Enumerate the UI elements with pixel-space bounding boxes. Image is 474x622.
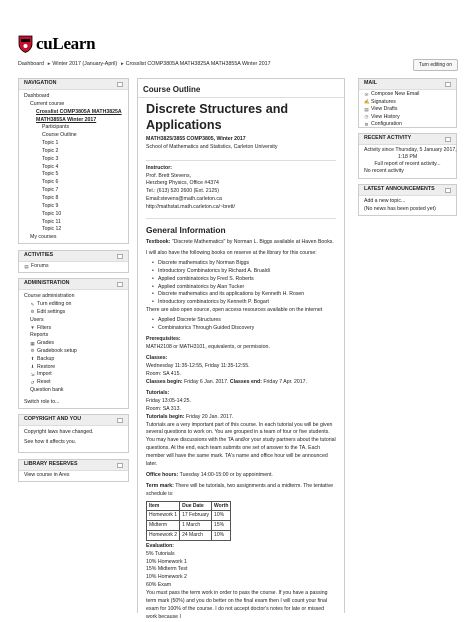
navigation-item[interactable]: Dashboard: [24, 93, 50, 99]
term-mark-line: [146, 483, 336, 499]
logo-text: cuLearn: [36, 34, 96, 53]
mail-item-label: Configuration: [371, 121, 402, 128]
divider: [146, 218, 336, 219]
navigation-item[interactable]: Topic 1: [42, 140, 59, 147]
evaluation-item: 10% Homework 1: [146, 558, 187, 565]
import-icon: ⇲: [30, 371, 35, 377]
table-header-cell: Worth: [212, 501, 231, 511]
prerequisites-label: Prerequisites:: [146, 336, 181, 343]
table-cell: Homework 1: [147, 511, 180, 521]
breadcrumb-item-course[interactable]: Crosslist COMP3805A MATH3825A MATH3855A Winter 2017: [125, 61, 271, 68]
block-header: [359, 185, 456, 196]
grades-icon: ▦: [30, 340, 35, 346]
textbook-text: "Discrete Mathematics" by Norman L. Biggs available at Haven Books.: [170, 239, 334, 246]
restore-icon: ⬇: [30, 363, 35, 369]
administration-item[interactable]: [24, 316, 123, 324]
course-outline-block: [137, 78, 345, 620]
dock-icon[interactable]: [117, 282, 123, 287]
administration-block: [18, 278, 129, 409]
block-title: MAIL: [364, 80, 377, 87]
course-codes: MATH3825/3855 COMP3805, Winter 2017: [146, 136, 246, 143]
block-header: [19, 79, 128, 90]
block-header: [359, 134, 456, 145]
evaluation-item: 5% Tutorials: [146, 550, 175, 557]
tutorials-begin-date: Friday 20 Jan. 2017.: [184, 413, 234, 420]
drafts-icon: ▤: [364, 106, 369, 112]
table-cell: 15%: [212, 521, 231, 531]
mail-item[interactable]: [364, 121, 451, 129]
dock-icon[interactable]: [117, 254, 123, 259]
navigation-item[interactable]: My courses: [30, 234, 57, 241]
announcements-body: [359, 196, 456, 216]
tutorials-room: Room: SA 313.: [146, 405, 181, 412]
term-mark-label: Term mark:: [146, 482, 174, 489]
table-cell: 10%: [212, 511, 231, 521]
page-title: Discrete Structures and Applications: [146, 102, 289, 132]
instructor-line[interactable]: Email:stevens@math.carleton.ca: [146, 196, 222, 203]
block-title: COPYRIGHT AND YOU: [24, 416, 82, 423]
tutorials-label: Tutorials:: [146, 389, 170, 396]
administration-item-label: Reports: [30, 332, 49, 339]
dock-icon[interactable]: [445, 82, 451, 87]
turn-editing-on-button[interactable]: Turn editing on: [413, 59, 458, 71]
evaluation-item: 10% Homework 2: [146, 574, 187, 581]
activity-since-time: 1:18 PM: [397, 154, 418, 161]
no-news-text: (No news has been posted yet): [364, 206, 436, 212]
instructor-line: Herzberg Physics, Office #4374: [146, 180, 219, 187]
oer-link[interactable]: • Applied Discrete Structures: [158, 317, 336, 325]
backup-icon: ⬆: [30, 356, 35, 362]
navigation-item[interactable]: Crosslist COMP3805A MATH3825A: [36, 108, 122, 115]
administration-item[interactable]: [24, 398, 123, 406]
dock-icon[interactable]: [445, 137, 451, 142]
office-hours-text: Tuesday 14:00-15:00 or by appointment.: [178, 471, 273, 478]
term-mark-text: There will be tutorials, two assignments and a midterm. The tentative schedule is:: [146, 482, 334, 497]
full-report-link[interactable]: Full report of recent activity...: [374, 161, 441, 168]
administration-item[interactable]: [24, 324, 123, 332]
copyright-text: Copyright laws have changed.: [24, 429, 94, 435]
copyright-body: [19, 426, 128, 449]
classes-label: Classes:: [146, 355, 168, 362]
general-information-heading: General Information: [146, 225, 226, 236]
mail-item[interactable]: [364, 114, 451, 122]
navigation-item[interactable]: Course Outline: [42, 132, 77, 139]
table-header-cell: Due Date: [180, 501, 212, 511]
navigation-item[interactable]: Topic 8: [42, 194, 59, 201]
oer-list: [146, 317, 336, 333]
copyright-link[interactable]: See how it affects you.: [24, 439, 77, 445]
administration-item[interactable]: [24, 293, 123, 301]
administration-item-label: Backup: [37, 355, 55, 362]
navigation-item[interactable]: Topic 6: [42, 179, 59, 186]
classes-dates: [146, 379, 336, 387]
block-title: ACTIVITIES: [24, 252, 54, 259]
breadcrumb-item-term[interactable]: Winter 2017 (January-April): [52, 61, 118, 68]
final-text: You must pass the term work in order to pass the course. If you have a passing term mark (50%) and you do better on the final exam then I will count your final exam for 100% of the course. I do not accept doctor's notes for late or missed work because I: [146, 590, 328, 620]
compose-icon: ✉: [364, 91, 369, 97]
instructor-line: Tel.: (613) 520 2600 (Ext. 2125): [146, 188, 219, 195]
navigation-item[interactable]: Topic 3: [42, 155, 59, 162]
administration-item-label: Question bank: [30, 386, 64, 393]
table-cell: 1 March: [180, 521, 212, 531]
history-icon: ◷: [364, 114, 369, 120]
block-header: [19, 415, 128, 426]
activities-block: [18, 250, 129, 273]
block-title: LIBRARY RESERVES: [24, 461, 78, 468]
instructor-info: [146, 173, 336, 213]
tutorials-description: Tutorials are a very important part of this course. In each tutorial you will be given several questions to work on. You are grouped in a team of four or five students. You may have discussions with the TA and/or your study partners about the tutorial questions. At the end, each team submits one set of answer to the TA. Each member will have the same mark. TA's name and office hour will be announced later.: [146, 421, 336, 468]
administration-item-label: Grades: [37, 340, 55, 347]
administration-item[interactable]: [24, 340, 123, 348]
textbook-line: [146, 239, 336, 247]
table-cell: 10%: [212, 530, 231, 540]
reserve-books-list: [146, 260, 336, 307]
mail-block: [358, 78, 457, 128]
tutorials-begin-label: Tutorials begin:: [146, 413, 185, 420]
mail-item-label: Compose New Email: [371, 91, 420, 98]
block-header: [359, 79, 456, 90]
reserve-intro: I will also have the following books on reserve at the library for this course:: [146, 250, 317, 257]
oer-link[interactable]: • Combinatorics Through Guided Discovery: [158, 325, 336, 333]
administration-item-label: Gradebook setup: [37, 347, 77, 354]
breadcrumb-bar: [18, 58, 458, 72]
navigation-item[interactable]: Topic 2: [42, 147, 59, 154]
latest-announcements-block: [358, 184, 457, 216]
administration-item[interactable]: [24, 379, 123, 387]
forum-icon: ▤: [24, 263, 29, 269]
administration-item-label: Users: [30, 316, 44, 323]
mail-item-label: Signatures: [371, 98, 396, 105]
carleton-crest-icon: [18, 35, 33, 53]
mail-item-label: View Drafts: [371, 106, 398, 113]
library-body: [19, 471, 128, 482]
table-cell: Homework 2: [147, 530, 180, 540]
library-reserves-block: [18, 459, 129, 482]
dock-icon[interactable]: [117, 463, 123, 468]
table-header-cell: Item: [147, 501, 180, 511]
table-cell: Midterm: [147, 521, 180, 531]
evaluation-label: Evaluation:: [146, 542, 174, 549]
divider: [146, 160, 336, 161]
breadcrumb-separator-icon: ►: [120, 61, 125, 67]
recent-activity-block: [358, 133, 457, 179]
administration-item-label: Reset: [37, 379, 51, 386]
navigation-item[interactable]: MATH3855A Winter 2017: [36, 116, 97, 123]
block-title: LATEST ANNOUNCEMENTS: [364, 186, 435, 193]
mail-list: [359, 90, 456, 132]
recent-activity-body: [359, 145, 456, 178]
classes-time: Wednesday 11:35-12:55, Friday 11:35-12:55.: [146, 363, 250, 370]
administration-item-label: Edit settings: [37, 308, 66, 315]
filter-icon: ▼: [30, 324, 35, 330]
administration-item-label: Turn editing on: [37, 301, 72, 308]
administration-item-label: Restore: [37, 363, 56, 370]
classes-end-label: Classes end:: [229, 379, 262, 386]
mail-item[interactable]: [364, 91, 451, 99]
dock-icon[interactable]: [445, 188, 451, 193]
breadcrumb: [18, 61, 272, 68]
pencil-icon: ✎: [30, 301, 35, 307]
instructor-line[interactable]: http://mathstat.math.carleton.ca/~brett/: [146, 204, 235, 211]
administration-item[interactable]: [24, 355, 123, 363]
administration-item[interactable]: [24, 363, 123, 371]
gear-icon: ⚙: [30, 309, 35, 315]
mail-item[interactable]: [364, 106, 451, 114]
table-cell: 24 March: [180, 530, 212, 540]
block-title: ADMINISTRATION: [24, 280, 70, 287]
table-cell: 17 February: [180, 511, 212, 521]
navigation-item[interactable]: Current course: [30, 100, 65, 107]
evaluation-list: [146, 551, 336, 591]
administration-item[interactable]: [24, 387, 123, 395]
activity-since-text: Activity since Thursday, 5 January 2017,: [364, 147, 457, 153]
reserve-book-item: • Discrete mathematics and its applications by Kenneth H. Rosen: [158, 291, 336, 299]
administration-item-label: Switch role to...: [24, 398, 60, 405]
navigation-item[interactable]: Participants: [42, 124, 70, 131]
culearn-logo[interactable]: [18, 33, 95, 56]
classes-begin-label: Classes begin:: [146, 379, 183, 386]
table-header-row: [147, 501, 231, 511]
navigation-item[interactable]: Topic 7: [42, 187, 59, 194]
gear-icon: ⚙: [30, 348, 35, 354]
evaluation-item: 60% Exam: [146, 582, 172, 589]
main-block-title: Course Outline: [138, 79, 344, 98]
administration-item[interactable]: [24, 371, 123, 379]
reserve-book-item: • Introductory Combinatorics by Richard A. Brualdi: [158, 268, 336, 276]
course-outline-content: [138, 102, 344, 622]
navigation-item[interactable]: Topic 10: [42, 210, 62, 217]
view-course-in-ares-link[interactable]: View course in Ares: [24, 472, 70, 478]
office-hours-line: [146, 472, 336, 480]
gear-icon: ⚙: [364, 121, 369, 127]
navigation-item[interactable]: Topic 9: [42, 202, 59, 209]
prerequisites-text: MATH2108 or MATH3101, equivalents, or permission.: [146, 344, 270, 351]
mail-item[interactable]: [364, 99, 451, 107]
classes-room: Room: SA 415.: [146, 371, 181, 378]
instructor-line: Prof. Brett Stevens,: [146, 172, 191, 179]
navigation-item[interactable]: Topic 12: [42, 226, 62, 233]
textbook-label: Textbook:: [146, 239, 171, 246]
administration-item-label: Course administration: [24, 293, 75, 300]
navigation-block: [18, 78, 129, 244]
signature-icon: ✍: [364, 99, 370, 105]
activities-item-forums[interactable]: [24, 263, 123, 271]
reserve-book-item: • Applied combinatorics by Alan Tucker: [158, 284, 336, 292]
school-name: School of Mathematics and Statistics, Carleton University: [146, 144, 278, 151]
instructor-label: Instructor:: [146, 164, 172, 171]
schedule-table: [146, 501, 231, 541]
block-title: RECENT ACTIVITY: [364, 135, 412, 142]
navigation-tree: [19, 90, 128, 245]
table-row: [147, 530, 231, 540]
administration-item[interactable]: [24, 332, 123, 340]
table-row: [147, 521, 231, 531]
block-header: [19, 251, 128, 262]
navigation-item[interactable]: Topic 11: [42, 218, 61, 225]
evaluation-item: 15% Midterm Test: [146, 566, 188, 573]
block-header: [19, 460, 128, 471]
activities-list: [19, 262, 128, 274]
breadcrumb-separator-icon: ►: [46, 61, 52, 67]
administration-item[interactable]: [24, 348, 123, 356]
administration-item-label: Import: [37, 371, 52, 378]
classes-begin-date: Friday 6 Jan. 2017.: [182, 379, 230, 386]
add-new-topic-link[interactable]: Add a new topic...: [364, 198, 406, 204]
dock-icon[interactable]: [117, 418, 123, 423]
table-row: [147, 511, 231, 521]
administration-item[interactable]: [24, 301, 123, 309]
no-recent-activity-text: No recent activity: [364, 168, 404, 175]
block-title: NAVIGATION: [24, 80, 57, 87]
dock-icon[interactable]: [117, 82, 123, 87]
tutorials-time: Friday 13:05-14:25.: [146, 397, 191, 404]
administration-item[interactable]: [24, 309, 123, 317]
navigation-item[interactable]: Topic 5: [42, 171, 59, 178]
activities-item-label: Forums: [31, 263, 49, 270]
classes-end-date: Friday 7 Apr. 2017.: [261, 379, 307, 386]
reserve-book-item: • Applied combinatorics by Fred S. Roberts: [158, 276, 336, 284]
navigation-item[interactable]: Topic 4: [42, 163, 59, 170]
tutorials-begin-line: [146, 414, 336, 422]
administration-item-label: Filters: [37, 324, 52, 331]
block-header: [19, 279, 128, 290]
copyright-block: [18, 414, 129, 453]
mail-item-label: View History: [371, 113, 400, 120]
oer-intro: There are also open source, open access resources available on the internet: [146, 306, 323, 313]
reset-icon: ↺: [30, 379, 35, 385]
reserve-book-item: • Discrete mathematics by Norman Biggs: [158, 260, 336, 268]
reserve-book-item: • Introductory combinatorics by Kenneth P. Bogart: [158, 299, 336, 307]
office-hours-label: Office hours:: [146, 471, 179, 478]
page-header: [0, 0, 474, 58]
breadcrumb-item-dashboard[interactable]: Dashboard: [18, 61, 44, 68]
administration-tree: [19, 290, 128, 409]
